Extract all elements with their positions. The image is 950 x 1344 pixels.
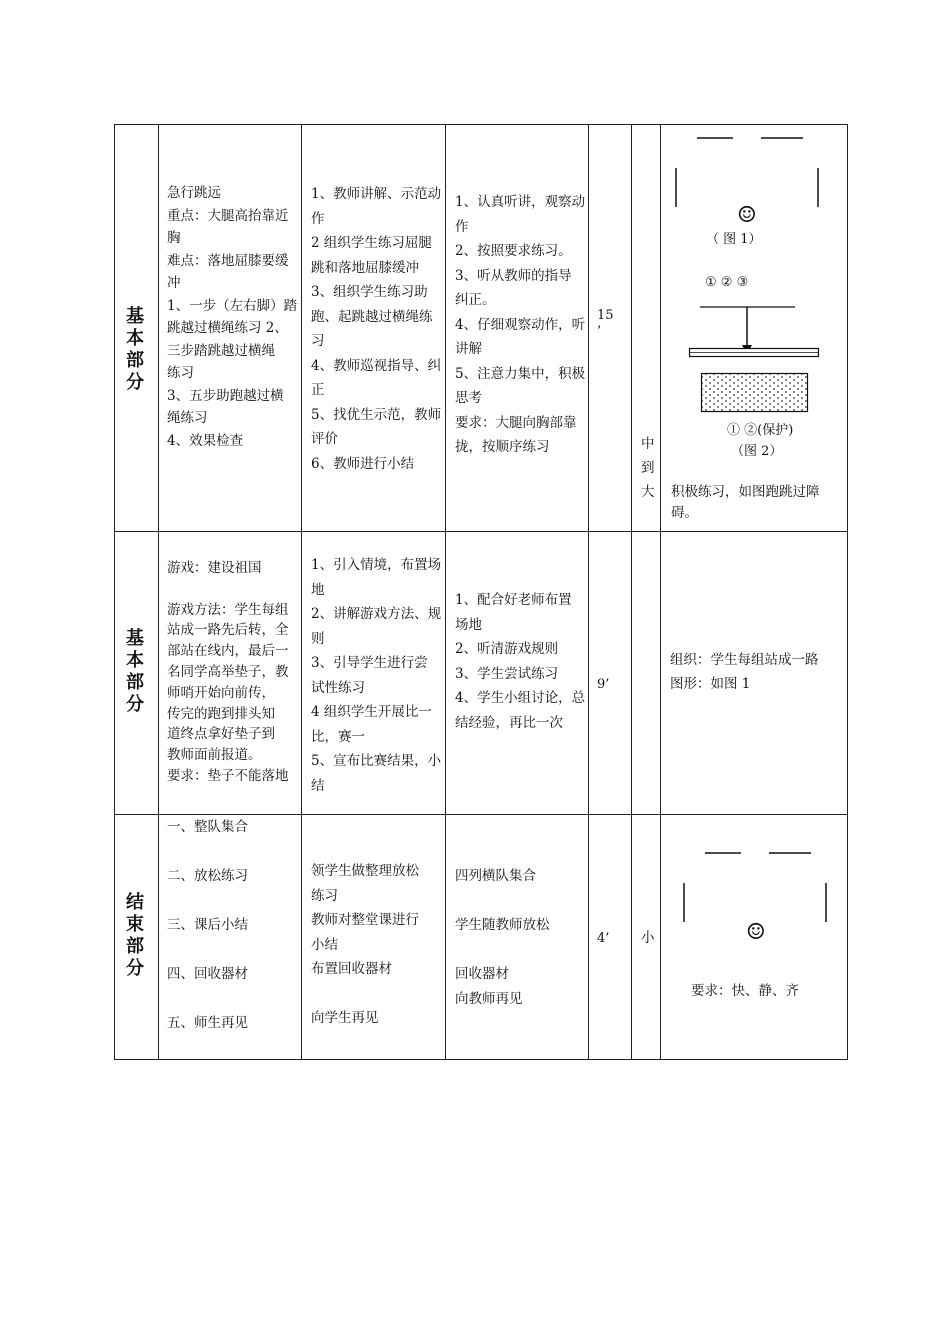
student-activity-cell: 四列横队集合 学生随教师放松 回收器材 向教师再见 xyxy=(455,868,550,1007)
formation-diagram-1 xyxy=(676,138,818,207)
teacher-activity-cell: 1、教师讲解、示范动 作 2 组织学生练习屈腿 跳和落地屈膝缓冲 3、组织学生练习助 跑、起跳越过横绳练 习 4、教师巡视指导、纠 正 5、找优生示范，教师 评价 6、教师进行小结 xyxy=(311,186,442,472)
figure-2-label: （图 2） xyxy=(731,444,783,459)
student-activity-cell: 1、配合好老师布置 场地 2、听清游戏规则 3、学生尝试练习 4、学生小组讨论，总 结经验，再比一次 xyxy=(455,592,586,731)
content-cell: 急行跳远 重点：大腿高抬靠近 胸 难点：落地屈膝要缓 冲 1、一步（左右脚）踏 跳越过横绳练习 2、 三步踏跳越过横绳 练习 3、五步助跑越过横 绳练习 4、效果检查 xyxy=(167,185,298,449)
org-note: 积极练习，如图跑跳过障 碍。 xyxy=(671,484,820,521)
figure-1-label: （ 图 1） xyxy=(706,232,762,247)
smiley-icon: ☺ xyxy=(746,920,766,945)
smiley-icon: ☺ xyxy=(737,203,757,228)
formation-diagram-3 xyxy=(684,853,826,922)
section-label: 基 本 部 分 xyxy=(126,306,144,393)
org-note: 组织：学生每组站成一路 图形：如图 1 xyxy=(670,652,819,692)
circle-markers-bottom: ① ②(保护) xyxy=(727,423,794,438)
circle-markers-top: ① ② ③ xyxy=(705,275,749,290)
content-cell: 游戏：建设祖国 游戏方法：学生每组 站成一路先后转，全 部站在线内，最后一 名同学高举垫子，教 师哨开始向前传， 传完的跑到排头知 道终点拿好垫子到 教师面前报道。 要求：垫子不能落地 xyxy=(167,560,289,784)
time-cell: 4’ xyxy=(597,931,610,946)
section-label: 结 束 部 分 xyxy=(126,892,144,979)
content-cell: 一、整队集合 二、放松练习 三、课后小结 四、回收器材 五、师生再见 xyxy=(167,819,248,1031)
section-label: 基 本 部 分 xyxy=(126,628,144,715)
teacher-activity-cell: 1、引入情境，布置场 地 2、讲解游戏方法、规 则 3、引导学生进行尝 试性练习 4 组织学生开展比一 比，赛一 5、宣布比赛结果，小 结 xyxy=(311,557,442,794)
time-cell: 15 ’ xyxy=(597,308,614,339)
time-cell: 9’ xyxy=(597,677,610,692)
landing-mat xyxy=(702,374,808,412)
jump-diagram xyxy=(690,307,819,357)
student-activity-cell: 1、认真听讲，观察动 作 2、按照要求练习。 3、听从教师的指导 纠正。 4、仔细观察动作，听 讲解 5、注意力集中，积极 思考 要求：大腿向胸部靠 拢，按顺序练习 xyxy=(455,194,586,455)
org-note: 要求：快、静、齐 xyxy=(691,983,799,999)
teacher-activity-cell: 领学生做整理放松 练习 教师对整堂课进行 小结 布置回收器材 向学生再见 xyxy=(311,863,419,1026)
intensity-cell: 中 到 大 xyxy=(641,436,655,500)
intensity-cell: 小 xyxy=(641,930,655,946)
